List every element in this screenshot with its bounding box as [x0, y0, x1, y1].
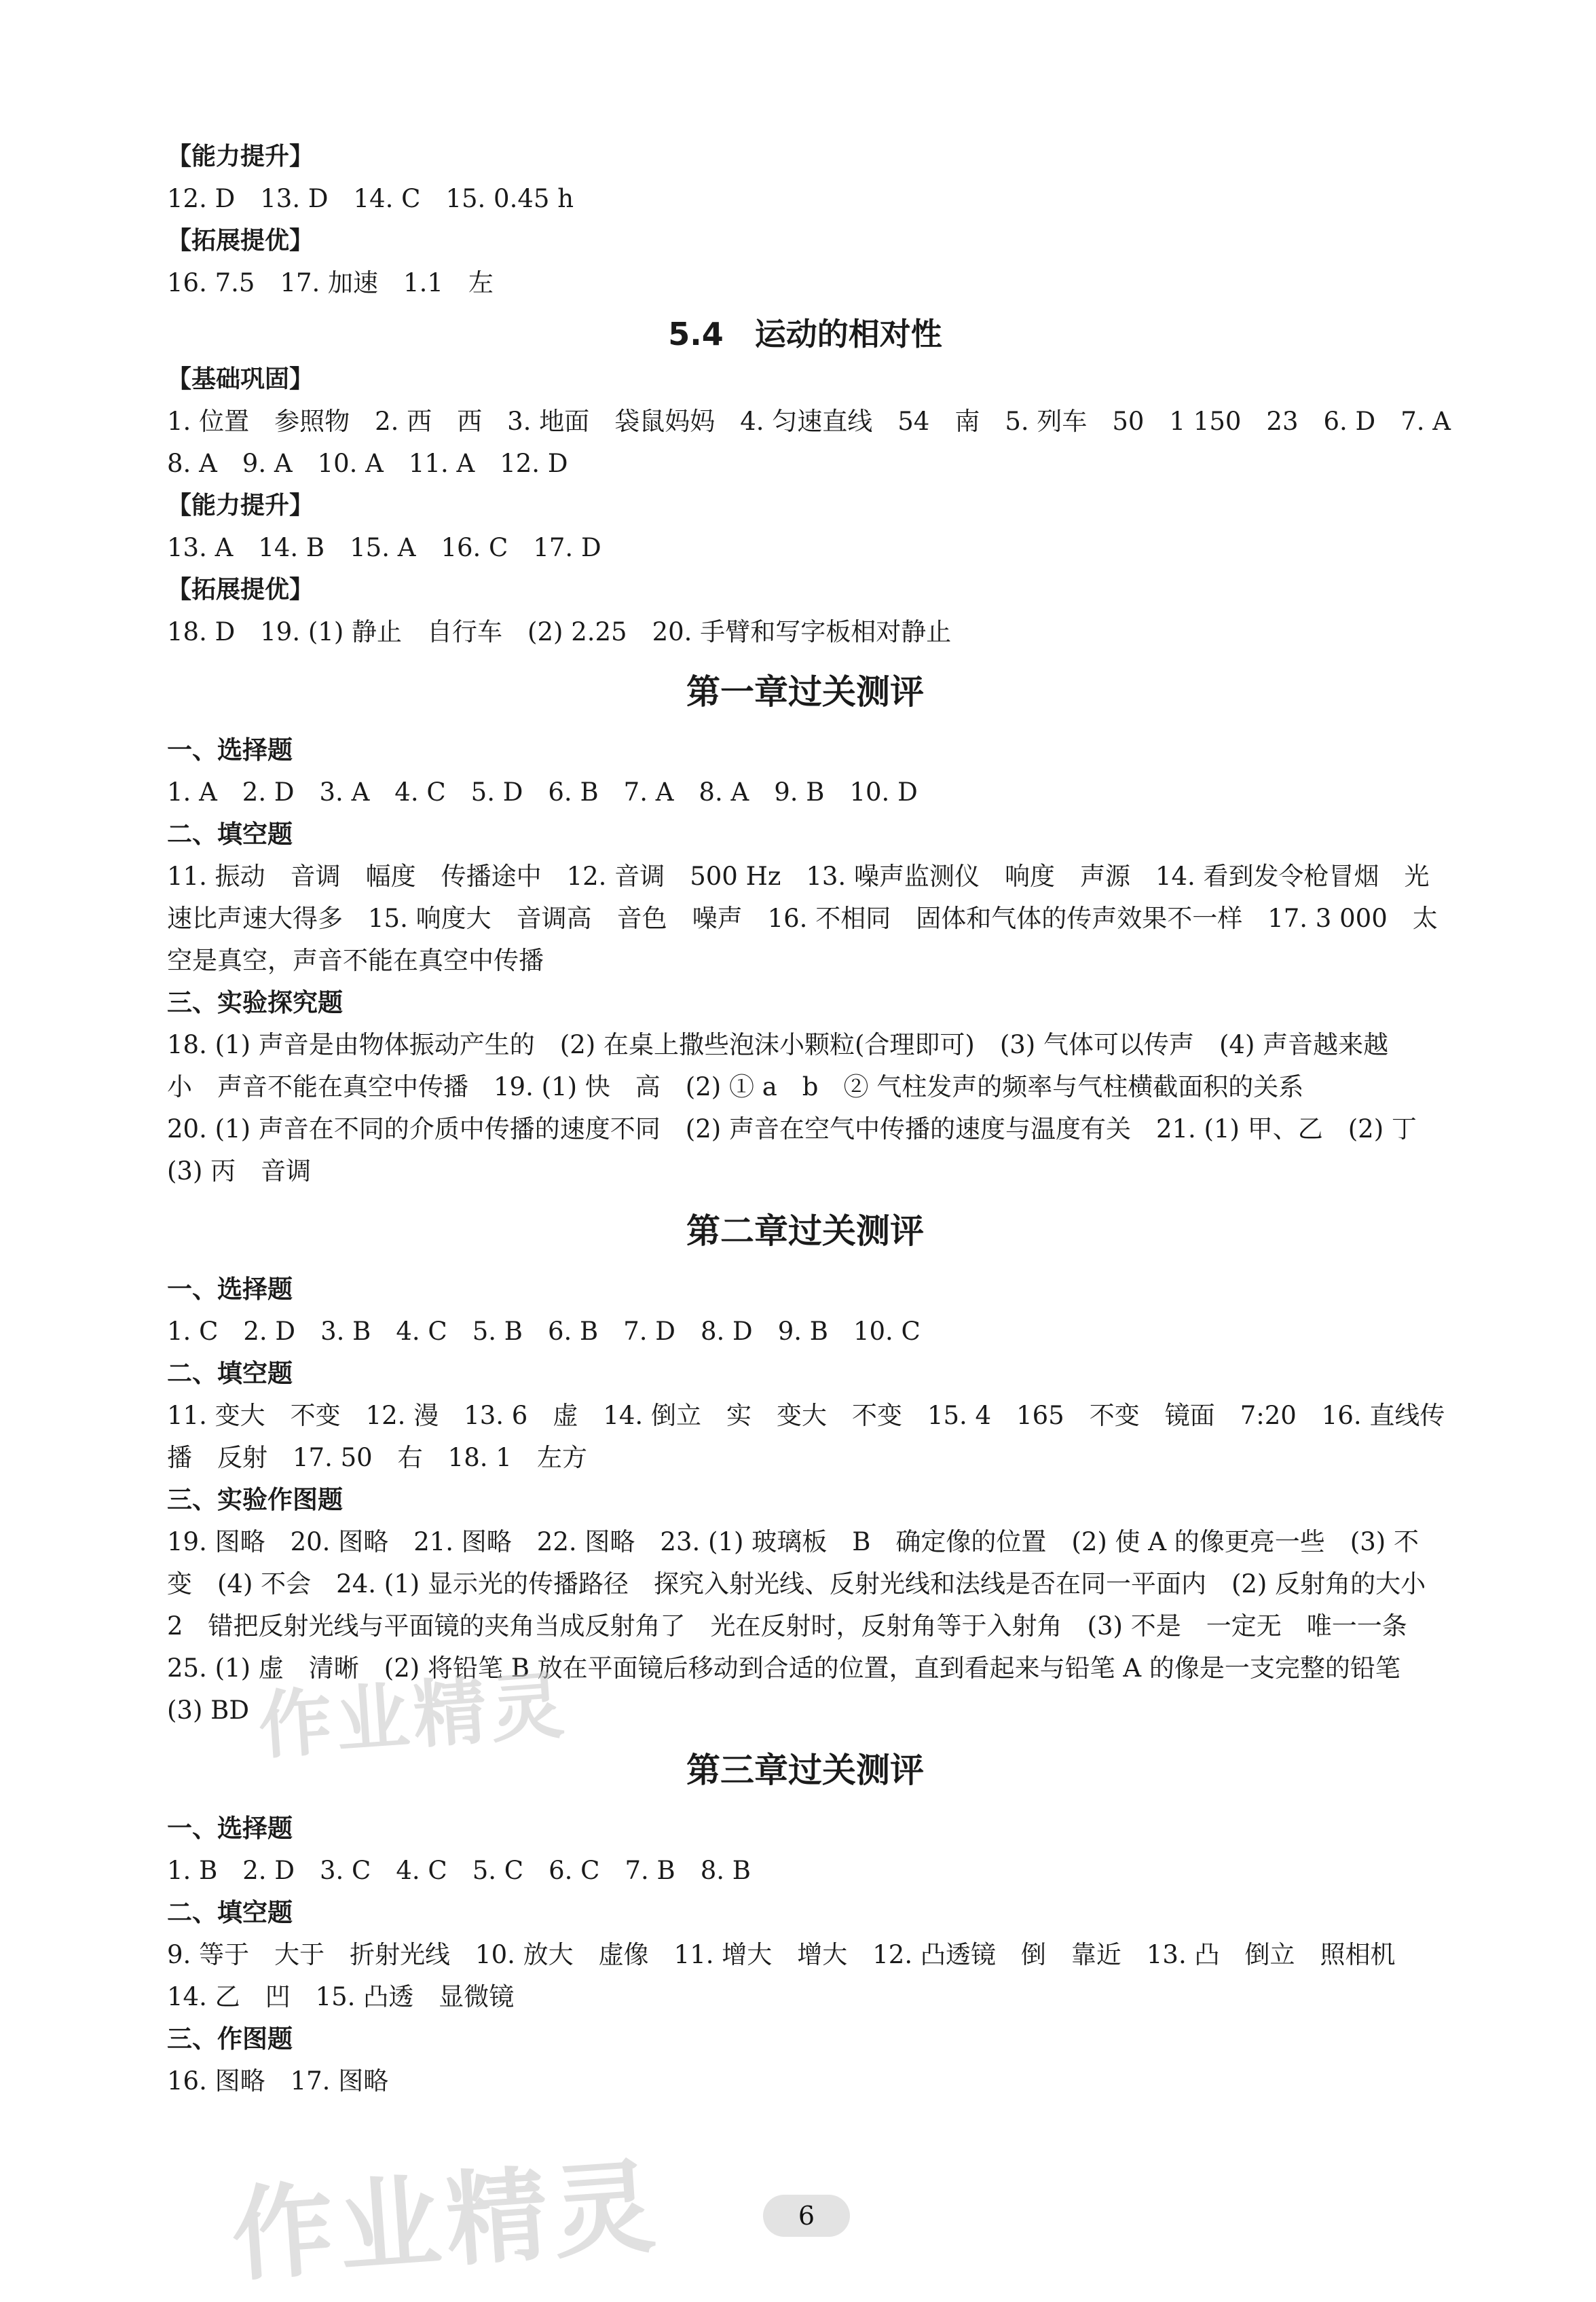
chapter-title: 第一章过关测评 — [686, 672, 924, 712]
section-tag: 【拓展提优】 — [167, 576, 314, 604]
answer-line: 20. (1) 声音在不同的介质中传播的速度不同 (2) 声音在空气中传播的速度与温度有关 21. (1) 甲、乙 (2) 丁 — [167, 1114, 1417, 1144]
answer-line: 空是真空，声音不能在真空中传播 — [167, 946, 544, 975]
answer-line: 1. 位置 参照物 2. 西 西 3. 地面 袋鼠妈妈 4. 匀速直线 54 南 5. 列车 50 1 150 23 6. D 7. A — [167, 407, 1451, 436]
watermark-logo: 作业精灵 — [227, 2148, 665, 2296]
section-heading: 二、填空题 — [167, 820, 293, 849]
section-heading: 三、实验作图题 — [167, 1485, 343, 1514]
answer-line: 14. 乙 凹 15. 凸透 显微镜 — [167, 1982, 515, 2011]
section-heading: 一、选择题 — [167, 1814, 293, 1843]
page-number: 6 — [763, 2195, 850, 2237]
answer-line: 13. A 14. B 15. A 16. C 17. D — [167, 533, 601, 562]
answer-line: 11. 振动 音调 幅度 传播途中 12. 音调 500 Hz 13. 噪声监测仪 响度 声源 14. 看到发令枪冒烟 光 — [167, 862, 1430, 891]
answer-line: 16. 图略 17. 图略 — [167, 2066, 389, 2096]
section-tag: 【能力提升】 — [167, 492, 314, 519]
answer-line: 变 (4) 不会 24. (1) 显示光的传播路径 探究入射光线、反射光线和法线是否在同一平面内 (2) 反射角的大小 — [167, 1569, 1426, 1598]
answer-line: 9. 等于 大于 折射光线 10. 放大 虚像 11. 增大 增大 12. 凸透镜 倒 靠近 13. 凸 倒立 照相机 — [167, 1940, 1396, 1969]
answer-line: (3) 丙 音调 — [167, 1156, 312, 1186]
section-tag: 【拓展提优】 — [167, 227, 314, 255]
section-heading: 三、实验探究题 — [167, 988, 343, 1017]
answer-line: 1. B 2. D 3. C 4. C 5. C 6. C 7. B 8. B — [167, 1856, 751, 1885]
answer-line: 18. (1) 声音是由物体振动产生的 (2) 在桌上撒些泡沫小颗粒(合理即可) (3) 气体可以传声 (4) 声音越来越 — [167, 1030, 1389, 1059]
answer-line: 16. 7.5 17. 加速 1.1 左 — [167, 268, 494, 297]
chapter-title: 第三章过关测评 — [686, 1751, 924, 1790]
lesson-title: 5.4 运动的相对性 — [668, 316, 942, 352]
answer-line: 播 反射 17. 50 右 18. 1 左方 — [167, 1443, 587, 1472]
answer-line: 11. 变大 不变 12. 漫 13. 6 虚 14. 倒立 实 变大 不变 15. 4 165 不变 镜面 7:20 16. 直线传 — [167, 1401, 1445, 1430]
answer-line: 1. C 2. D 3. B 4. C 5. B 6. B 7. D 8. D 9. B 10. C — [167, 1317, 921, 1346]
section-heading: 一、选择题 — [167, 735, 293, 765]
section-heading: 三、作图题 — [167, 2024, 293, 2053]
section-heading: 一、选择题 — [167, 1275, 293, 1304]
answer-line: (3) BD — [167, 1696, 250, 1725]
section-heading: 二、填空题 — [167, 1359, 293, 1388]
answer-page — [167, 136, 1451, 2102]
answer-line: 18. D 19. (1) 静止 自行车 (2) 2.25 20. 手臂和写字板相对静止 — [167, 617, 952, 646]
answer-line: 小 声音不能在真空中传播 19. (1) 快 高 (2) ① a b ② 气柱发声的频率与气柱横截面积的关系 — [167, 1072, 1304, 1101]
chapter-title: 第二章过关测评 — [686, 1211, 924, 1251]
answer-line: 8. A 9. A 10. A 11. A 12. D — [167, 449, 568, 478]
section-heading: 二、填空题 — [167, 1898, 293, 1927]
section-tag: 【基础巩固】 — [167, 365, 314, 393]
watermark-text: 作业精灵 — [255, 1663, 571, 1770]
answer-line: 25. (1) 虚 清晰 (2) 将铅笔 B 放在平面镜后移动到合适的位置，直到看起来与铅笔 A 的像是一支完整的铅笔 — [167, 1654, 1400, 1683]
answer-line: 速比声速大得多 15. 响度大 音调高 音色 噪声 16. 不相同 固体和气体的传声效果不一样 17. 3 000 太 — [167, 904, 1438, 933]
answer-line: 1. A 2. D 3. A 4. C 5. D 6. B 7. A 8. A 9. B 10. D — [167, 778, 918, 807]
answer-line: 12. D 13. D 14. C 15. 0.45 h — [167, 184, 574, 213]
section-tag: 【能力提升】 — [167, 143, 314, 170]
answer-line: 2 错把反射光线与平面镜的夹角当成反射角了 光在反射时，反射角等于入射角 (3) 不是 一定无 唯一一条 — [167, 1611, 1407, 1641]
answer-line: 19. 图略 20. 图略 21. 图略 22. 图略 23. (1) 玻璃板 B 确定像的位置 (2) 使 A 的像更亮一些 (3) 不 — [167, 1527, 1419, 1556]
